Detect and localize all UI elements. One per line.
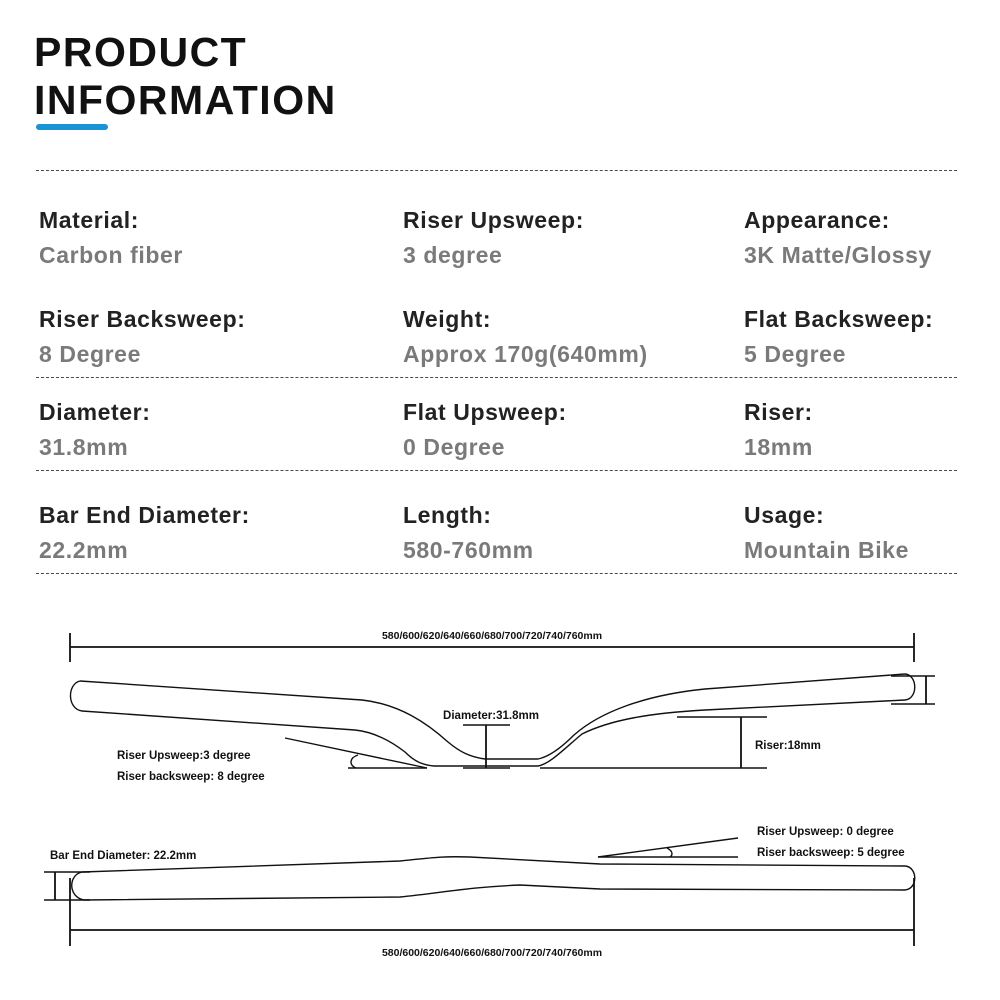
spec-value: 18mm	[744, 434, 813, 460]
spec-value: 0 Degree	[403, 434, 505, 460]
spec-value: Carbon fiber	[39, 242, 183, 268]
spec-value: 5 Degree	[744, 341, 846, 367]
spec-value: 580-760mm	[403, 537, 534, 563]
spec-value: 31.8mm	[39, 434, 129, 460]
flat-length-label: 580/600/620/640/660/680/700/720/740/760mm	[381, 947, 603, 959]
spec-label: Weight:	[403, 306, 492, 332]
riser-length-label: 580/600/620/640/660/680/700/720/740/760mm	[381, 630, 603, 642]
spec-label: Length:	[403, 502, 492, 528]
spec-label: Flat Upsweep:	[403, 399, 567, 425]
flat-bar-top-edge	[82, 857, 905, 872]
spec-label: Usage:	[744, 502, 825, 528]
title-line-2: INFORMATION	[34, 77, 337, 123]
diagram-labels	[50, 630, 905, 959]
spec-value: 8 Degree	[39, 341, 141, 367]
spec-value: 22.2mm	[39, 537, 129, 563]
riser-bar-left-end	[70, 681, 82, 711]
flat-backsweep-label: Riser backsweep: 5 degree	[757, 847, 905, 859]
spec-label: Bar End Diameter:	[39, 502, 250, 528]
spec-label: Riser:	[744, 399, 813, 425]
flat-bar-left-end	[72, 872, 84, 900]
riser-backsweep-label: Riser backsweep: 8 degree	[117, 771, 265, 783]
spec-value: Approx 170g(640mm)	[403, 341, 648, 367]
spec-label: Appearance:	[744, 207, 890, 233]
riser-bar-right-end	[905, 674, 915, 700]
spec-value: 3 degree	[403, 242, 503, 268]
flat-upsweep-label: Riser Upsweep: 0 degree	[757, 826, 894, 838]
spec-value: 3K Matte/Glossy	[744, 242, 932, 268]
spec-value: Mountain Bike	[744, 537, 909, 563]
bar-end-diameter-label: Bar End Diameter: 22.2mm	[50, 850, 197, 862]
title-line-1: PRODUCT	[34, 29, 248, 75]
spec-label: Diameter:	[39, 399, 151, 425]
spec-label: Riser Upsweep:	[403, 207, 584, 233]
angle-arc	[667, 848, 672, 857]
spec-label: Material:	[39, 207, 139, 233]
riser-diameter-label: Diameter:31.8mm	[443, 710, 539, 722]
angle-arc	[351, 755, 358, 768]
spec-label: Riser Backsweep:	[39, 306, 246, 332]
spec-label: Flat Backsweep:	[744, 306, 934, 332]
flat-bar-bottom-edge	[84, 885, 905, 900]
angle-line	[598, 838, 738, 857]
riser-height-label: Riser:18mm	[755, 740, 821, 752]
riser-upsweep-label: Riser Upsweep:3 degree	[117, 750, 251, 762]
